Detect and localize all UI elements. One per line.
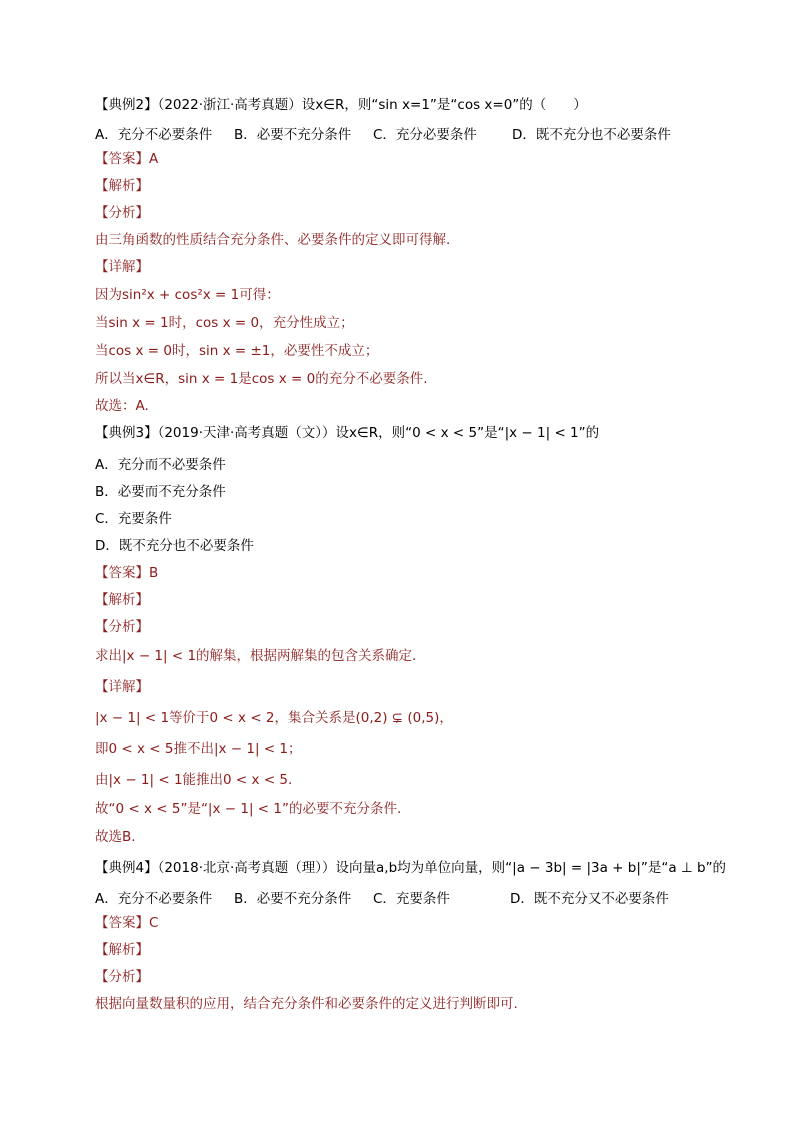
q2-option-a-line: A．充分不必要条件 xyxy=(95,127,213,143)
q4-option-d: D．既不充分又不必要条件 xyxy=(510,891,669,907)
q3-xiangjie-label: 【详解】 xyxy=(95,679,149,695)
q2-fenxi: 由三角函数的性质结合充分条件、必要条件的定义即可得解. xyxy=(95,232,451,248)
q2-option-d: D．既不充分也不必要条件 xyxy=(512,127,671,143)
q3-header: 【典例3】（2019·天津·高考真题（文））设x∈R，则“0 < x < 5”是“|x − 1| < 1”的 xyxy=(95,425,600,441)
q4-fenxi: 根据向量数量积的应用，结合充分条件和必要条件的定义进行判断即可. xyxy=(95,996,518,1012)
q4-option-b: B．必要不充分条件 xyxy=(234,891,352,907)
q2-option-b: B．必要不充分条件 xyxy=(234,127,352,143)
q2-option-c: C．充分必要条件 xyxy=(373,127,477,143)
q3-option-b: B．必要而不充分条件 xyxy=(95,484,226,500)
q3-detail-4: 故“0 < x < 5”是“|x − 1| < 1”的必要不充分条件. xyxy=(95,801,402,817)
q3-detail-1: |x − 1| < 1等价于0 < x < 2，集合关系是(0,2) ⊊ (0,5)， xyxy=(95,710,453,726)
q3-jiexi: 【解析】 xyxy=(95,592,149,608)
q4-option-a: A．充分不必要条件 xyxy=(95,891,213,907)
q4-answer: 【答案】C xyxy=(95,915,159,931)
q3-detail-3: 由|x − 1| < 1能推出0 < x < 5. xyxy=(95,772,293,788)
q2-fenxi-label: 【分析】 xyxy=(95,205,149,221)
q2-header-line: 【典例2】（2022·浙江·高考真题）设x∈R，则“sin x=1”是“cos x=0”的（ ） xyxy=(95,97,587,113)
q2-detail-4: 所以当x∈R，sin x = 1是cos x = 0的充分不必要条件. xyxy=(95,371,428,387)
q2-conclusion: 故选：A. xyxy=(95,398,149,414)
q4-jiexi: 【解析】 xyxy=(95,942,149,958)
q2-detail-1: 因为sin²x + cos²x = 1可得： xyxy=(95,287,280,303)
q3-conclusion: 故选B. xyxy=(95,829,136,845)
q3-option-d: D．既不充分也不必要条件 xyxy=(95,538,254,554)
q2-detail-2: 当sin x = 1时，cos x = 0，充分性成立； xyxy=(95,315,354,331)
q3-fenxi-label: 【分析】 xyxy=(95,619,149,635)
q4-option-c: C．充要条件 xyxy=(373,891,450,907)
q2-detail-3: 当cos x = 0时，sin x = ±1，必要性不成立； xyxy=(95,343,379,359)
q2-answer: 【答案】A xyxy=(95,151,159,167)
q3-answer: 【答案】B xyxy=(95,565,159,581)
q3-option-c: C．充要条件 xyxy=(95,511,172,527)
q2-xiangjie-label: 【详解】 xyxy=(95,259,149,275)
q4-fenxi-label: 【分析】 xyxy=(95,969,149,985)
q3-option-a: A．充分而不必要条件 xyxy=(95,457,226,473)
q4-header: 【典例4】（2018·北京·高考真题（理））设向量a,b均为单位向量，则“|a − 3b| = |3a + b|”是“a ⊥ b”的 xyxy=(95,860,727,876)
q3-detail-2: 即0 < x < 5推不出|x − 1| < 1； xyxy=(95,741,302,757)
q3-fenxi: 求出|x − 1| < 1的解集，根据两解集的包含关系确定. xyxy=(95,648,417,664)
q2-jiexi: 【解析】 xyxy=(95,178,149,194)
